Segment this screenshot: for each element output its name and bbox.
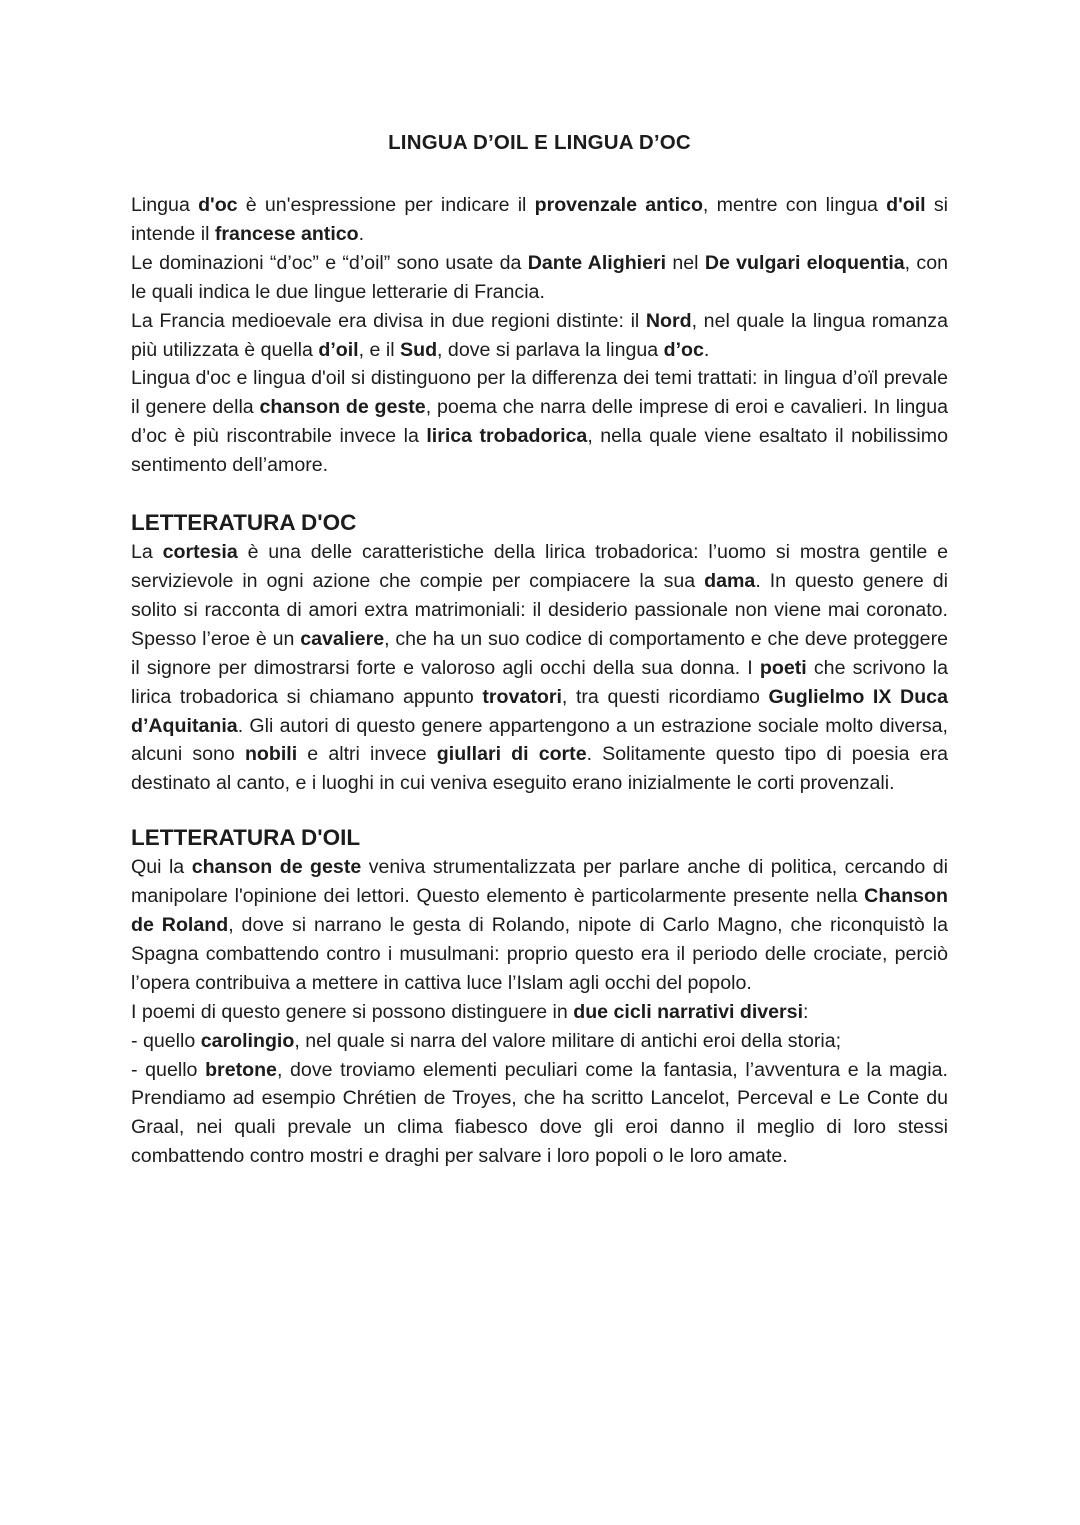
text-run: . Gli autori di questo genere appartengono a un estrazione sociale molto diversa, alcuni sono bbox=[131, 714, 948, 766]
text-run: e altri invece bbox=[297, 743, 437, 766]
text-run: Lingua d'oc e lingua d'oil si distinguono per la differenza dei temi trattati: in lingua d’oïl prevale il genere della bbox=[131, 367, 948, 419]
text-run: La bbox=[131, 541, 163, 564]
text-run: veniva strumentalizzata per parlare anche di politica, cercando di manipolare l'opinione dei lettori. Questo elemento è particolarmente presente nella bbox=[131, 856, 948, 908]
text-run: La Francia medioevale era divisa in due regioni distinte: il bbox=[131, 309, 646, 332]
text-run: . bbox=[358, 222, 365, 245]
bold-term: provenzale antico bbox=[534, 194, 703, 216]
bold-term: Guglielmo IX Duca d’Aquitania bbox=[131, 685, 948, 737]
bold-term: bretone bbox=[205, 1058, 277, 1081]
text-run: Lingua bbox=[131, 194, 199, 216]
bold-term: De vulgari eloquentia bbox=[704, 251, 905, 274]
text-run: , dove si parlava la lingua bbox=[437, 338, 664, 361]
section-heading-oil: LETTERATURA D'OIL bbox=[131, 825, 361, 851]
bold-term: cortesia bbox=[162, 541, 238, 564]
section-heading-oc: LETTERATURA D'OC bbox=[131, 510, 357, 536]
text-run: , dove troviamo elementi peculiari come la fantasia, l’avventura e la magia. Prendiamo ad esempio Chrétien de Troyes, che ha scritto Lancelot, Perceval e Le Conte du Graal, nei quali prevale un clima fiabesco dove gli eroi danno il meglio di loro stessi combattendo contro mostri e draghi per salvare i loro popoli o le loro amate. bbox=[131, 1058, 948, 1168]
intro-paragraph-2 bbox=[131, 249, 948, 307]
bold-term: poeti bbox=[759, 656, 807, 679]
bold-term: cavaliere bbox=[300, 627, 385, 650]
intro-paragraph-3 bbox=[131, 307, 948, 365]
bold-term: Nord bbox=[645, 309, 692, 332]
bold-term: Sud bbox=[400, 338, 438, 361]
bold-term: d'oc bbox=[198, 194, 238, 216]
text-run: , poema che narra delle imprese di eroi e cavalieri. In lingua d’oc è più riscontrabile invece la bbox=[131, 396, 948, 448]
bold-term: francese antico bbox=[214, 222, 359, 245]
text-run: è un'espressione per indicare il bbox=[237, 194, 535, 216]
text-run: . bbox=[703, 338, 710, 361]
bold-term: dama bbox=[704, 569, 756, 592]
text-run: , tra questi ricordiamo bbox=[561, 685, 769, 708]
bold-term: d'oil bbox=[886, 194, 926, 216]
text-run: , dove si narrano le gesta di Rolando, nipote di Carlo Magno, che riconquistò la Spagna combattendo contro i musulmani: proprio questo era il periodo delle crociate, perciò l’opera contribuiva a mettere in cattiva luce l’Islam agli occhi del popolo. bbox=[131, 914, 948, 994]
text-run: : bbox=[803, 1000, 809, 1023]
list-item-bretone bbox=[131, 1056, 948, 1172]
document-page bbox=[131, 128, 948, 1171]
text-run: . In questo genere di solito si racconta di amori extra matrimoniali: il desiderio passionale non viene mai coronato. Spesso l’eroe è un bbox=[131, 569, 948, 650]
intro-paragraph-4 bbox=[131, 364, 948, 480]
text-run: - quello bbox=[131, 1058, 206, 1081]
section-oc-paragraph bbox=[131, 538, 948, 798]
bold-term: d’oil bbox=[318, 338, 359, 361]
text-run: si intende il bbox=[131, 194, 948, 245]
document-title: LINGUA D’OIL E LINGUA D’OC bbox=[388, 131, 691, 154]
bold-term: Chanson de Roland bbox=[131, 885, 948, 937]
text-run: Qui la bbox=[131, 856, 192, 879]
section-oil-paragraph-2 bbox=[131, 998, 948, 1027]
bold-term: giullari di corte bbox=[436, 743, 587, 766]
bold-term: nobili bbox=[244, 743, 298, 766]
text-run: Le dominazioni “d’oc” e “d’oil” sono usate da bbox=[131, 251, 528, 274]
bold-term: lirica trobadorica bbox=[426, 425, 588, 448]
text-run: , mentre con lingua bbox=[702, 194, 887, 216]
bold-term: chanson de geste bbox=[259, 396, 426, 419]
bold-term: chanson de geste bbox=[191, 856, 362, 879]
text-run: è una delle caratteristiche della lirica trobadorica: l’uomo si mostra gentile e servizievole in ogni azione che compie per compiacere la sua bbox=[131, 541, 948, 592]
text-run: . Solitamente questo tipo di poesia era destinato al canto, e i luoghi in cui veniva eseguito erano inizialmente le corti provenzali. bbox=[131, 743, 948, 795]
bold-term: trovatori bbox=[482, 685, 562, 708]
section-oil-paragraph-1 bbox=[131, 853, 948, 998]
text-run: , con le quali indica le due lingue letterarie di Francia. bbox=[131, 251, 948, 303]
list-item-carolingio bbox=[131, 1027, 948, 1056]
bold-term: Dante Alighieri bbox=[527, 251, 667, 274]
text-run: , che ha un suo codice di comportamento e che deve proteggere il signore per dimostrarsi forte e valoroso agli occhi della sua donna. I bbox=[131, 627, 948, 679]
text-run: che scrivono la lirica trobadorica si chiamano appunto bbox=[131, 656, 948, 708]
bold-term: d’oc bbox=[663, 338, 704, 361]
text-run: - quello bbox=[131, 1029, 201, 1052]
text-run: , nella quale viene esaltato il nobilissimo sentimento dell’amore. bbox=[131, 425, 949, 477]
text-run: , e il bbox=[358, 338, 401, 361]
text-run: nel bbox=[666, 251, 705, 274]
intro-paragraph-1 bbox=[131, 191, 948, 249]
bold-term: carolingio bbox=[200, 1029, 295, 1052]
text-run: , nel quale la lingua romanza più utilizzata è quella bbox=[131, 309, 948, 361]
text-run: I poemi di questo genere si possono distinguere in bbox=[131, 1000, 574, 1023]
text-run: , nel quale si narra del valore militare di antichi eroi della storia; bbox=[294, 1029, 842, 1052]
bold-term: due cicli narrativi diversi bbox=[573, 1000, 804, 1023]
